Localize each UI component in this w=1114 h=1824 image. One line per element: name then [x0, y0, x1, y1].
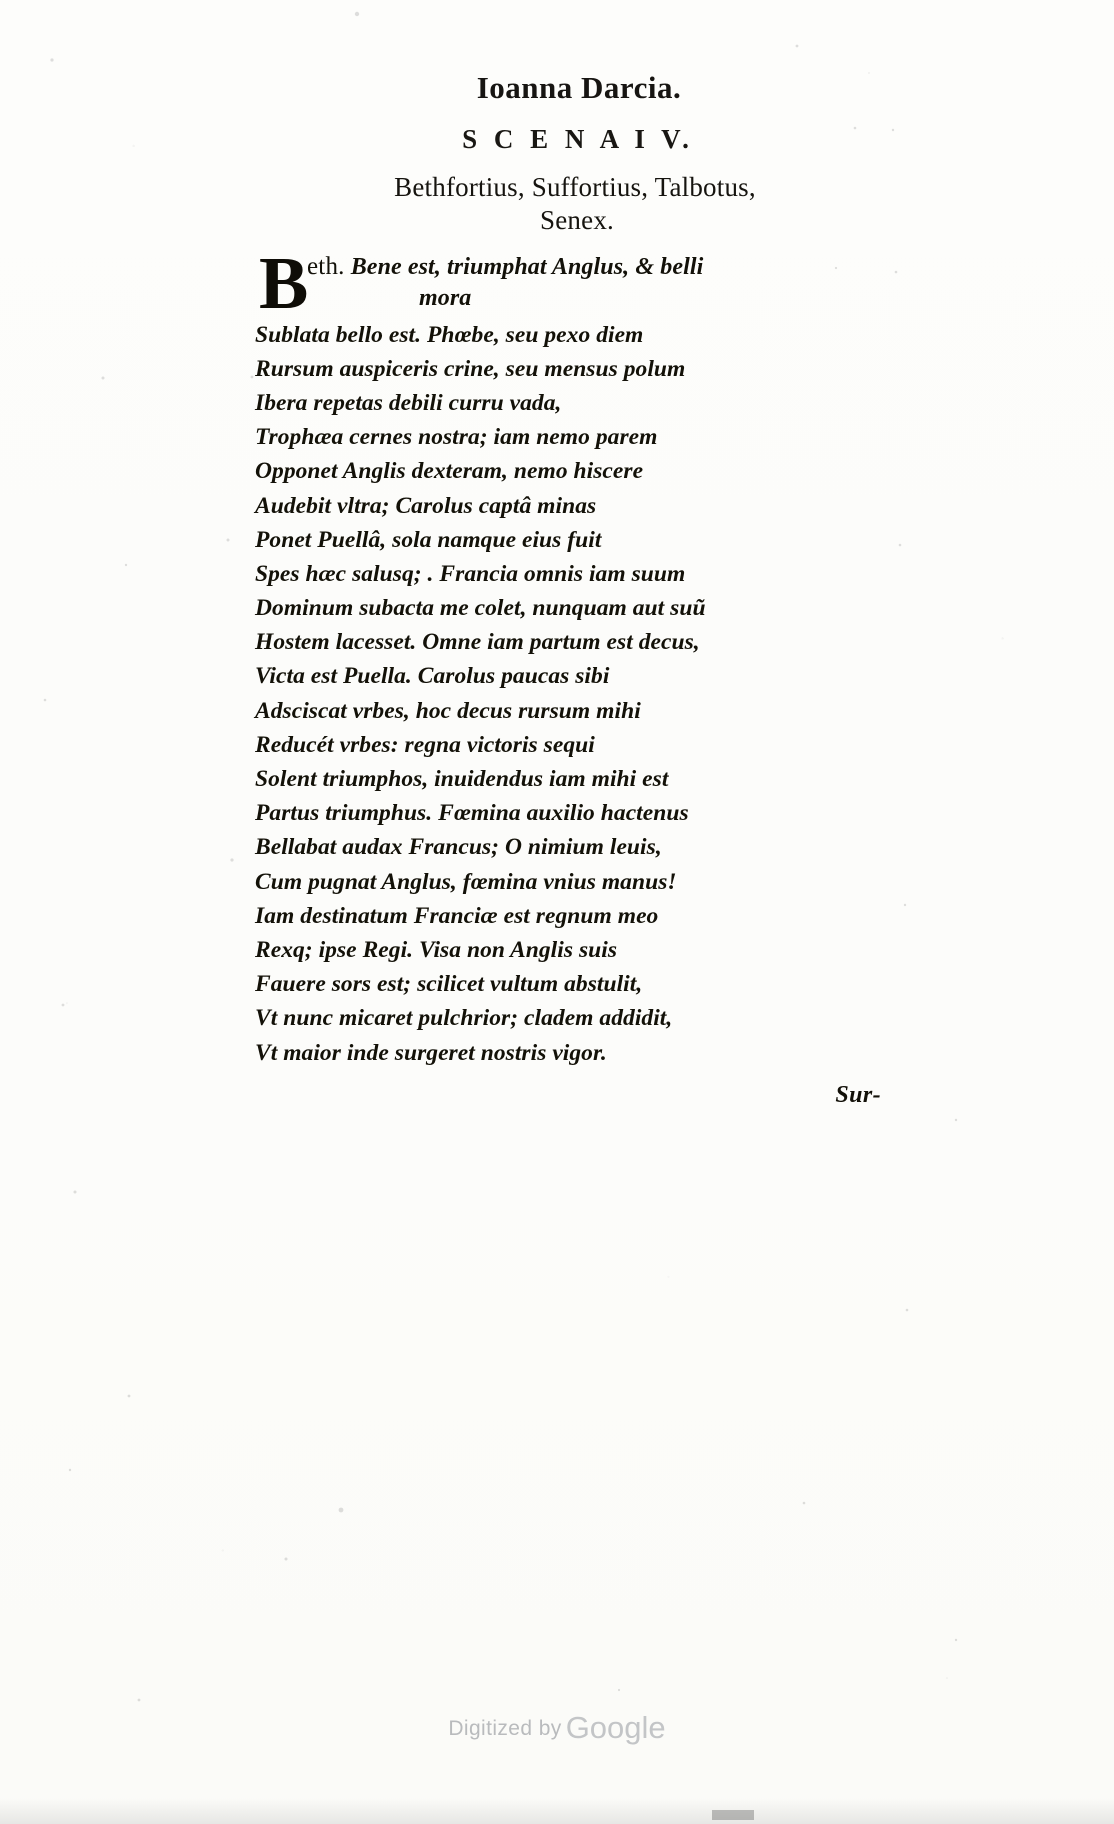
verse-line: Dominum subacta me colet, nunquam aut suũ — [255, 595, 706, 622]
verse-line: Bellabat audax Francus; O nimium leuis, — [255, 834, 662, 861]
verse-line: Reducét vrbes: regna victoris sequi — [255, 731, 595, 758]
verse-line: Cum pugnat Anglus, fœmina vnius manus! — [255, 868, 677, 895]
first-line-turnover: mora — [419, 284, 472, 311]
verse-line: Adsciscat vrbes, hoc decus rursum mihi — [255, 697, 641, 724]
verse-line: Spes hæc salusq; . Francia omnis iam suum — [255, 560, 686, 587]
verse-line: Rursum auspiceris crine, seu mensus polum — [255, 355, 686, 382]
speaker-list — [255, 171, 895, 237]
verse-line: Iam destinatum Franciæ est regnum meo — [255, 902, 659, 929]
verse-line: Rexq; ipse Regi. Visa non Anglis suis — [255, 936, 618, 963]
verse-line: Trophæa cernes nostra; iam nemo parem — [255, 424, 658, 451]
verse-block — [255, 242, 895, 1109]
verse-line: Solent triumphos, inuidendus iam mihi est — [255, 766, 669, 793]
catchword: Sur- — [835, 1081, 881, 1108]
speaker-list-line-2: Senex. — [540, 204, 614, 235]
verse-line: Ibera repetas debili curru vada, — [255, 389, 562, 416]
verse-line: Victa est Puella. Carolus paucas sibi — [255, 663, 610, 690]
speaker-tag: eth. — [307, 252, 345, 280]
verse-line: Sublata bello est. Phœbe, seu pexo diem — [255, 321, 644, 348]
verse-line: Opponet Anglis dexteram, nemo hiscere — [255, 458, 644, 485]
scene-heading: S C E N A I V. — [462, 124, 694, 154]
verse-line: Hostem lacesset. Omne iam partum est decus, — [255, 629, 700, 656]
verse-lines — [255, 318, 895, 1070]
running-title: Ioanna Darcia. — [476, 70, 682, 105]
page-edge-mark — [712, 1810, 754, 1820]
watermark-brand: Google — [565, 1710, 666, 1745]
first-line-text: Bene est, triumphat Anglus, & belli — [350, 253, 704, 280]
page-text-column — [255, 70, 895, 1109]
watermark-prefix: Digitized by — [448, 1717, 562, 1740]
digitization-watermark — [0, 1710, 1114, 1746]
verse-line: Audebit vltra; Carolus captâ minas — [255, 492, 597, 519]
verse-line: Vt nunc micaret pulchrior; cladem addidit, — [255, 1005, 673, 1032]
page-edge-shadow — [0, 1798, 1114, 1824]
verse-line: Ponet Puellâ, sola namque eius fuit — [255, 526, 602, 553]
drop-cap: B — [259, 242, 309, 325]
verse-line: Vt maior inde surgeret nostris vigor. — [255, 1039, 607, 1066]
verse-line: Fauere sors est; scilicet vultum abstulit, — [255, 971, 643, 998]
first-verse-line — [255, 251, 895, 314]
speaker-list-line-1: Bethfortius, Suffortius, Talbotus, — [394, 172, 756, 202]
verse-line: Partus triumphus. Fœmina auxilio hactenus — [255, 800, 689, 827]
